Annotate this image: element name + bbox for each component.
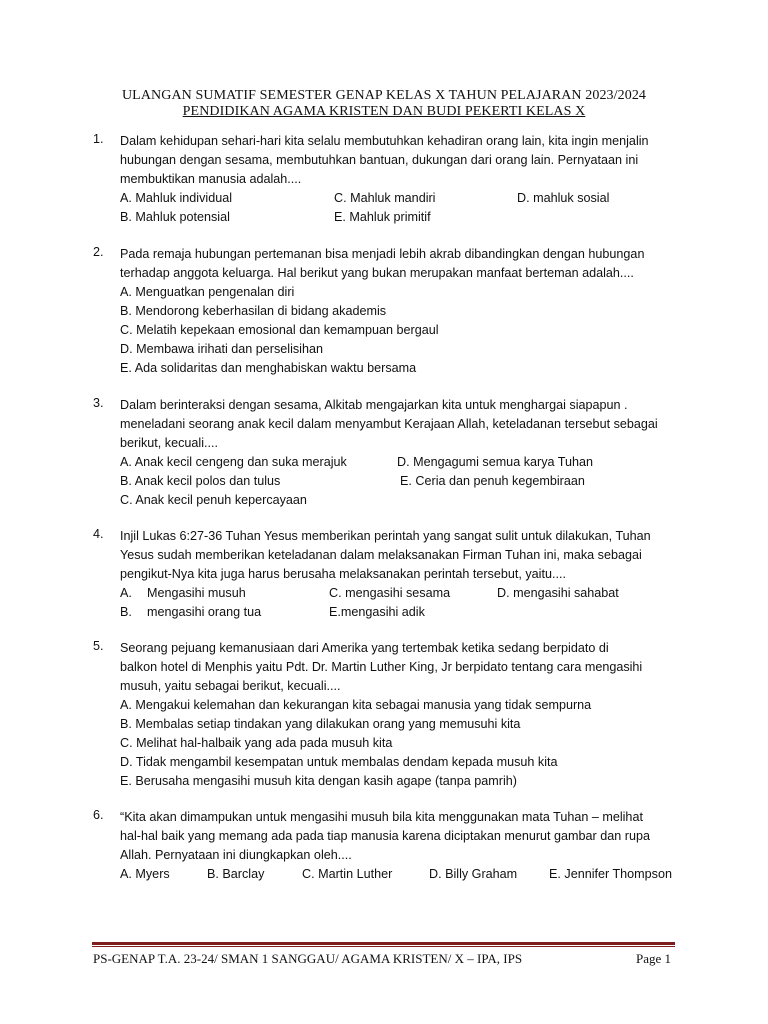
- option-b: B. Barclay: [207, 867, 265, 881]
- option-list: [120, 696, 690, 791]
- question-number: 3.: [93, 396, 104, 410]
- option-e: E.mengasihi adik: [329, 605, 425, 619]
- option-c: C. Mahluk mandiri: [334, 191, 436, 205]
- question-number: 5.: [93, 639, 104, 653]
- stem-line: hal-hal baik yang memang ada pada tiap manusia karena diciptakan menurut gambar dan rupa: [120, 829, 650, 843]
- stem-line: Injil Lukas 6:27-36 Tuhan Yesus memberikan perintah yang sangat sulit untuk dilakukan, Tuhan: [120, 529, 651, 543]
- question-stem: [120, 245, 680, 378]
- question-stem: [120, 132, 680, 227]
- option-a-letter: A.: [120, 586, 132, 600]
- option-b-letter: B.: [120, 605, 132, 619]
- option-a: A. Myers: [120, 867, 170, 881]
- option-d: D. Mengagumi semua karya Tuhan: [397, 455, 594, 469]
- stem-line: Dalam berinteraksi dengan sesama, Alkitab mengajarkan kita untuk menghargai siapapun .: [120, 398, 628, 412]
- stem-line: pengikut-Nya kita juga harus berusaha melaksanakan perintah tersebut, yaitu....: [120, 567, 566, 581]
- question-number: 6.: [93, 808, 104, 822]
- option-b-text: mengasihi orang tua: [147, 605, 262, 619]
- option-a-text: Mengasihi musuh: [147, 586, 246, 600]
- exam-subtitle: PENDIDIKAN AGAMA KRISTEN DAN BUDI PEKERTI KELAS X: [182, 104, 586, 119]
- option-e: E. Jennifer Thompson: [549, 867, 672, 881]
- footer-text: PS-GENAP T.A. 23-24/ SMAN 1 SANGGAU/ AGAMA KRISTEN/ X – IPA, IPS: [93, 951, 523, 966]
- question-stem: [120, 396, 680, 510]
- stem-line: Pada remaja hubungan pertemanan bisa menjadi lebih akrab dibandingkan dengan hubungan: [120, 247, 645, 261]
- option-a: A. Mengakui kelemahan dan kekurangan kita sebagai manusia yang tidak sempurna: [120, 698, 592, 712]
- stem-line: Yesus sudah memberikan keteladanan dalam melaksanakan Firman Tuhan ini, maka sebagai: [120, 548, 642, 562]
- option-a: A. Mahluk individual: [120, 191, 233, 205]
- option-e: E. Mahluk primitif: [334, 210, 431, 224]
- footer-rule-thick: [92, 942, 675, 945]
- stem-line: musuh, yaitu sebagai berikut, kecuali....: [120, 679, 341, 693]
- stem-line: berikut, kecuali....: [120, 436, 218, 450]
- option-c: C. Melatih kepekaan emosional dan kemampuan bergaul: [120, 323, 439, 337]
- stem-line: Dalam kehidupan sehari-hari kita selalu membutuhkan kehadiran orang lain, kita ingin menjalin: [120, 134, 649, 148]
- question-number: 4.: [93, 527, 104, 541]
- question-stem: [120, 808, 680, 884]
- option-list: [120, 189, 690, 227]
- option-b: B. Mahluk potensial: [120, 210, 230, 224]
- option-d: D. mengasihi sahabat: [497, 586, 619, 600]
- stem-line: balkon hotel di Menphis yaitu Pdt. Dr. Martin Luther King, Jr berpidato tentang cara mengasihi: [120, 660, 643, 674]
- option-c: C. Anak kecil penuh kepercayaan: [120, 493, 307, 507]
- stem-line: hubungan dengan sesama, membutuhkan bantuan, dukungan dari orang lain. Pernyataan ini: [120, 153, 639, 167]
- option-list: [120, 865, 690, 884]
- footer-rule-thin: [92, 946, 675, 947]
- option-c: C. Martin Luther: [302, 867, 393, 881]
- option-c: C. mengasihi sesama: [329, 586, 451, 600]
- option-list: [120, 453, 690, 510]
- option-e: E. Ceria dan penuh kegembiraan: [400, 474, 585, 488]
- question-stem: [120, 527, 680, 622]
- option-d: D. Tidak mengambil kesempatan untuk membalas dendam kepada musuh kita: [120, 755, 558, 769]
- exam-title: ULANGAN SUMATIF SEMESTER GENAP KELAS X TAHUN PELAJARAN 2023/2024: [121, 88, 647, 103]
- option-b: B. Mendorong keberhasilan di bidang akademis: [120, 304, 387, 318]
- option-b: B. Anak kecil polos dan tulus: [120, 474, 281, 488]
- page-number: Page 1: [636, 951, 672, 966]
- stem-line: membuktikan manusia adalah....: [120, 172, 302, 186]
- stem-line: Seorang pejuang kemanusiaan dari Amerika yang tertembak ketika sedang berpidato di: [120, 641, 609, 655]
- option-e: E. Berusaha mengasihi musuh kita dengan kasih agape (tanpa pamrih): [120, 774, 517, 788]
- option-d: D. Billy Graham: [429, 867, 518, 881]
- option-a: A. Anak kecil cengeng dan suka merajuk: [120, 455, 347, 469]
- question-stem: [120, 639, 680, 791]
- option-b: B. Membalas setiap tindakan yang dilakukan orang yang memusuhi kita: [120, 717, 521, 731]
- option-c: C. Melihat hal-halbaik yang ada pada musuh kita: [120, 736, 393, 750]
- stem-line: “Kita akan dimampukan untuk mengasihi musuh bila kita menggunakan mata Tuhan – melihat: [120, 810, 643, 824]
- stem-line: terhadap anggota keluarga. Hal berikut yang bukan merupakan manfaat berteman adalah....: [120, 266, 634, 280]
- option-d: D. mahluk sosial: [517, 191, 610, 205]
- question-number: 1.: [93, 132, 104, 146]
- stem-line: Allah. Pernyataan ini diungkapkan oleh....: [120, 848, 352, 862]
- option-list: [120, 283, 690, 378]
- stem-line: meneladani seorang anak kecil dalam menyambut Kerajaan Allah, keteladanan tersebut sebagai: [120, 417, 658, 431]
- option-d: D. Membawa irihati dan perselisihan: [120, 342, 323, 356]
- option-e: E. Ada solidaritas dan menghabiskan waktu bersama: [120, 361, 417, 375]
- question-number: 2.: [93, 245, 104, 259]
- option-list: [120, 584, 690, 622]
- option-a: A. Menguatkan pengenalan diri: [120, 285, 295, 299]
